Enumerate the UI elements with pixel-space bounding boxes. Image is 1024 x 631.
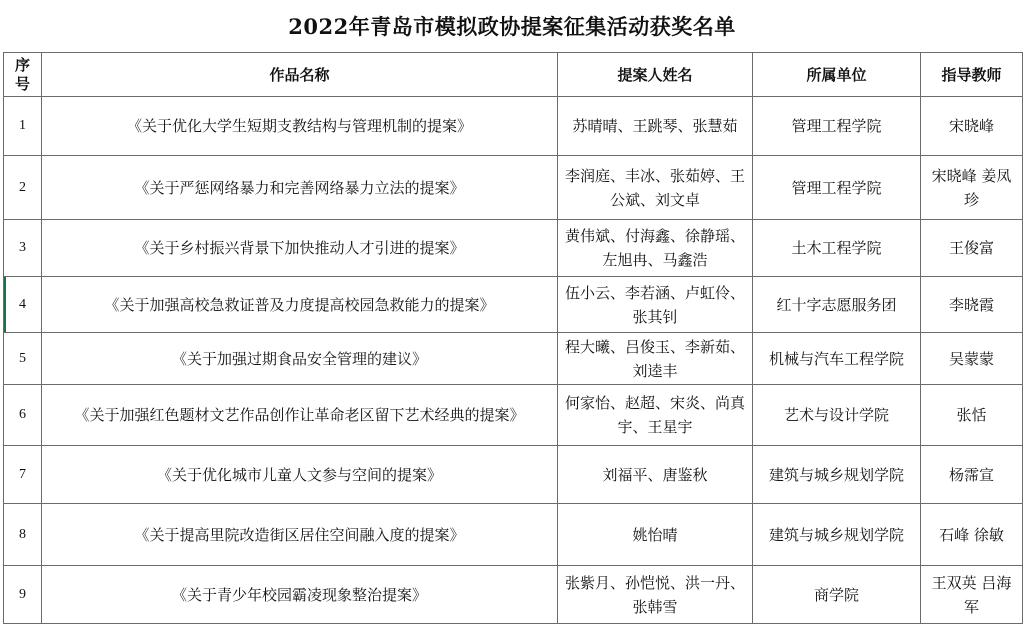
cell-proposers[interactable]: 何家怡、赵超、宋炎、尚真宇、王星宇: [558, 385, 753, 446]
header-unit[interactable]: 所属单位: [753, 53, 921, 97]
cell-work[interactable]: 《关于提高里院改造街区居住空间融入度的提案》: [42, 504, 558, 566]
cell-proposers[interactable]: 姚怡晴: [558, 504, 753, 566]
table-row: [4, 385, 1023, 446]
cell-proposers[interactable]: 黄伟斌、付海鑫、徐静瑶、左旭冉、马鑫浩: [558, 220, 753, 277]
cell-unit[interactable]: 红十字志愿服务团: [753, 277, 921, 333]
header-row: [4, 53, 1023, 97]
cell-proposers[interactable]: 苏晴晴、王跳琴、张慧茹: [558, 97, 753, 156]
cell-advisor[interactable]: 李晓霞: [921, 277, 1023, 333]
table-row: [4, 277, 1023, 333]
cell-advisor[interactable]: 石峰 徐敏: [921, 504, 1023, 566]
table-row: [4, 97, 1023, 156]
cell-proposers[interactable]: 李润庭、丰冰、张茹婷、王公斌、刘文卓: [558, 156, 753, 220]
cell-work[interactable]: 《关于加强红色题材文艺作品创作让革命老区留下艺术经典的提案》: [42, 385, 558, 446]
sheet-title: 2022年青岛市模拟政协提案征集活动获奖名单: [288, 14, 736, 39]
cell-proposers[interactable]: 程大曦、吕俊玉、李新茹、刘逵丰: [558, 333, 753, 385]
cell-no[interactable]: 8: [4, 504, 42, 566]
cell-advisor[interactable]: 宋晓峰 姜凤珍: [921, 156, 1023, 220]
cell-work[interactable]: 《关于加强高校急救证普及力度提高校园急救能力的提案》: [42, 277, 558, 333]
cell-proposers[interactable]: 刘福平、唐鉴秋: [558, 446, 753, 504]
cell-advisor[interactable]: 杨霈宣: [921, 446, 1023, 504]
header-work[interactable]: 作品名称: [42, 53, 558, 97]
cell-advisor[interactable]: 王双英 吕海军: [921, 566, 1023, 624]
table-row: [4, 446, 1023, 504]
cell-no[interactable]: 3: [4, 220, 42, 277]
table-row: [4, 566, 1023, 624]
cell-unit[interactable]: 管理工程学院: [753, 156, 921, 220]
cell-unit[interactable]: 管理工程学院: [753, 97, 921, 156]
header-advisor[interactable]: 指导教师: [921, 53, 1023, 97]
cell-no[interactable]: 9: [4, 566, 42, 624]
cell-unit[interactable]: 建筑与城乡规划学院: [753, 446, 921, 504]
cell-unit[interactable]: 机械与汽车工程学院: [753, 333, 921, 385]
cell-unit[interactable]: 建筑与城乡规划学院: [753, 504, 921, 566]
header-proposers[interactable]: 提案人姓名: [558, 53, 753, 97]
cell-no[interactable]: 6: [4, 385, 42, 446]
cell-advisor[interactable]: 宋晓峰: [921, 97, 1023, 156]
cell-work[interactable]: 《关于青少年校园霸凌现象整治提案》: [42, 566, 558, 624]
cell-advisor[interactable]: 王俊富: [921, 220, 1023, 277]
table-row: [4, 156, 1023, 220]
cell-work[interactable]: 《关于乡村振兴背景下加快推动人才引进的提案》: [42, 220, 558, 277]
cell-no[interactable]: 7: [4, 446, 42, 504]
cell-work[interactable]: 《关于加强过期食品安全管理的建议》: [42, 333, 558, 385]
cell-proposers[interactable]: 张紫月、孙恺悦、洪一丹、张韩雪: [558, 566, 753, 624]
cell-advisor[interactable]: 吴蒙蒙: [921, 333, 1023, 385]
cell-work[interactable]: 《关于严惩网络暴力和完善网络暴力立法的提案》: [42, 156, 558, 220]
cell-proposers[interactable]: 伍小云、李若涵、卢虹伶、张其钊: [558, 277, 753, 333]
award-table: [3, 52, 1023, 624]
cell-unit[interactable]: 艺术与设计学院: [753, 385, 921, 446]
header-no[interactable]: 序号: [4, 53, 42, 97]
cell-work[interactable]: 《关于优化大学生短期支教结构与管理机制的提案》: [42, 97, 558, 156]
cell-no[interactable]: 1: [4, 97, 42, 156]
cell-no[interactable]: 2: [4, 156, 42, 220]
cell-work[interactable]: 《关于优化城市儿童人文参与空间的提案》: [42, 446, 558, 504]
table-row: [4, 504, 1023, 566]
cell-no[interactable]: 5: [4, 333, 42, 385]
cell-advisor[interactable]: 张恬: [921, 385, 1023, 446]
cell-unit[interactable]: 土木工程学院: [753, 220, 921, 277]
cell-unit[interactable]: 商学院: [753, 566, 921, 624]
table-row: [4, 220, 1023, 277]
cell-no[interactable]: 4: [4, 277, 42, 333]
table-row: [4, 333, 1023, 385]
